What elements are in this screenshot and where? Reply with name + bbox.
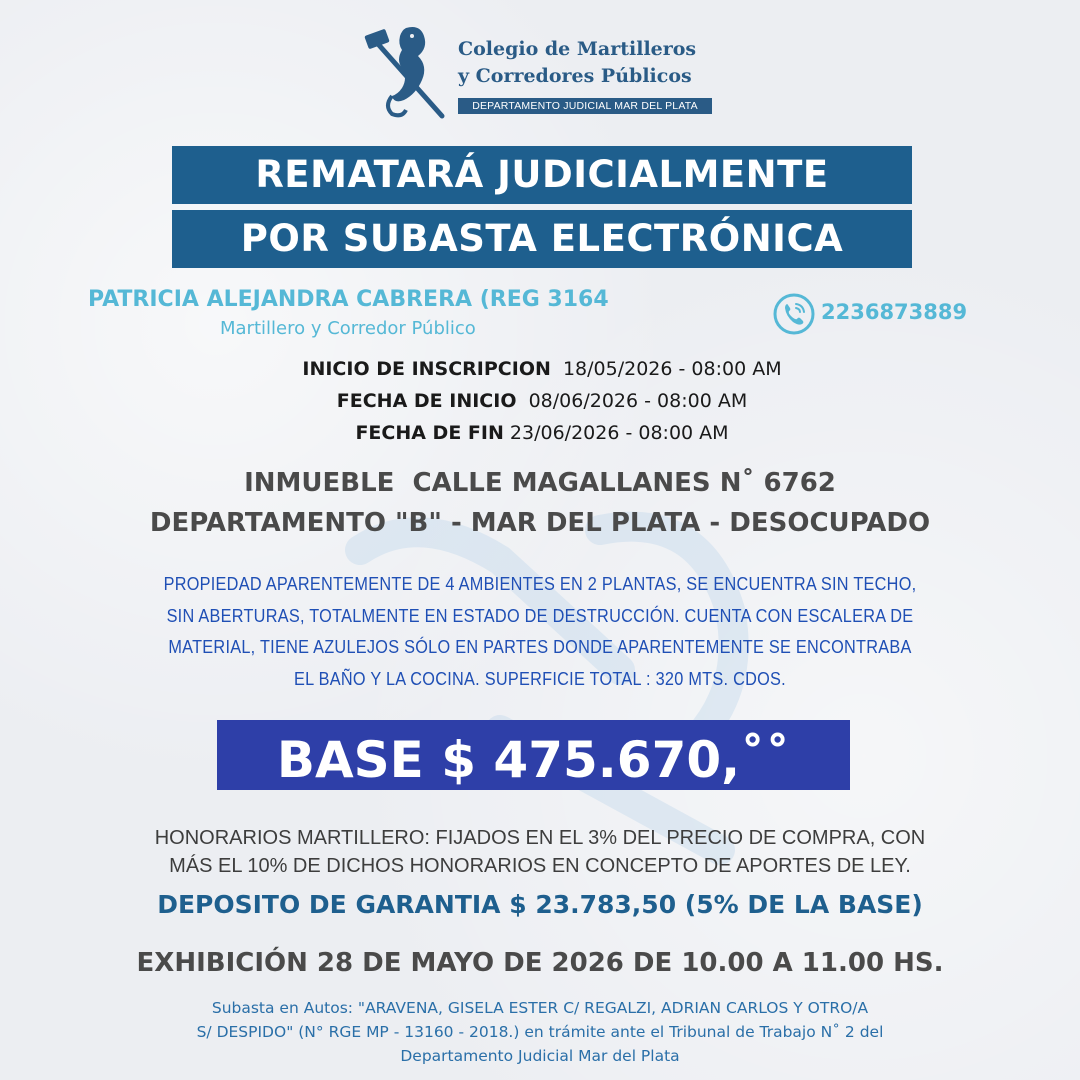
auctioneer-name: PATRICIA ALEJANDRA CABRERA (REG 3164 [88, 287, 609, 312]
case-line: Departamento Judicial Mar del Plata [400, 1047, 680, 1065]
base-price: BASE $ 475.670,˚˚ [217, 720, 850, 790]
case-reference [60, 996, 1020, 1068]
property-unit: DEPARTAMENTO "B" - MAR DEL PLATA - DESOCUPADO [149, 508, 931, 538]
case-line: S/ DESPIDO" (N° RGE MP - 13160 - 2018.) en trámite ante el Tribunal de Trabajo N˚ 2 del [196, 1023, 884, 1041]
end-value: 23/06/2026 - 08:00 AM [509, 422, 729, 444]
registration-label: INICIO DE INSCRIPCION [302, 358, 551, 380]
description-line: EL BAÑO Y LA COCINA. SUPERFICIE TOTAL : 320 MTS. CDOS. [294, 667, 786, 689]
start-date [2, 390, 1080, 412]
exhibition-date: EXHIBICIÓN 28 DE MAYO DE 2026 DE 10.00 A 11.00 HS. [136, 948, 944, 978]
end-label: FECHA DE FIN [355, 422, 504, 444]
phone-icon [772, 292, 816, 336]
start-value: 08/06/2026 - 08:00 AM [528, 390, 748, 412]
property-address: INMUEBLE CALLE MAGALLANES N˚ 6762 [244, 468, 836, 498]
auctioneer-fees [60, 824, 1020, 880]
gavel-seahorse-icon [362, 22, 458, 122]
registration-value: 18/05/2026 - 08:00 AM [562, 358, 782, 380]
logo-title-line1: Colegio de Martilleros [458, 38, 697, 60]
logo [362, 22, 722, 122]
end-date [2, 422, 1080, 444]
fees-line: MÁS EL 10% DE DICHOS HONORARIOS EN CONCEPTO DE APORTES DE LEY. [169, 855, 911, 877]
logo-department: DEPARTAMENTO JUDICIAL MAR DEL PLATA [458, 98, 712, 114]
description-line: PROPIEDAD APARENTEMENTE DE 4 AMBIENTES EN 2 PLANTAS, SE ENCUENTRA SIN TECHO, [163, 573, 917, 594]
fees-line: HONORARIOS MARTILLERO: FIJADOS EN EL 3% DEL PRECIO DE COMPRA, CON [154, 827, 926, 849]
description-line: MATERIAL, TIENE AZULEJOS SÓLO EN PARTES DONDE APARENTEMENTE SE ENCONTRABA [168, 636, 912, 657]
phone-number[interactable]: 2236873889 [821, 300, 968, 324]
registration-date [2, 358, 1080, 380]
property-description [135, 568, 945, 694]
auctioneer-role: Martillero y Corredor Público [220, 318, 476, 339]
title-banner-2: POR SUBASTA ELECTRÓNICA [172, 210, 912, 268]
guarantee-deposit: DEPOSITO DE GARANTIA $ 23.783,50 (5% DE LA BASE) [157, 890, 923, 919]
title-banner-1: REMATARÁ JUDICIALMENTE [172, 146, 912, 204]
start-label: FECHA DE INICIO [336, 390, 517, 412]
logo-title-line2: y Corredores Públicos [458, 65, 692, 87]
case-line: Subasta en Autos: "ARAVENA, GISELA ESTER C/ REGALZI, ADRIAN CARLOS Y OTRO/A [211, 999, 869, 1017]
description-line: SIN ABERTURAS, TOTALMENTE EN ESTADO DE DESTRUCCIÓN. CUENTA CON ESCALERA DE [166, 604, 914, 626]
